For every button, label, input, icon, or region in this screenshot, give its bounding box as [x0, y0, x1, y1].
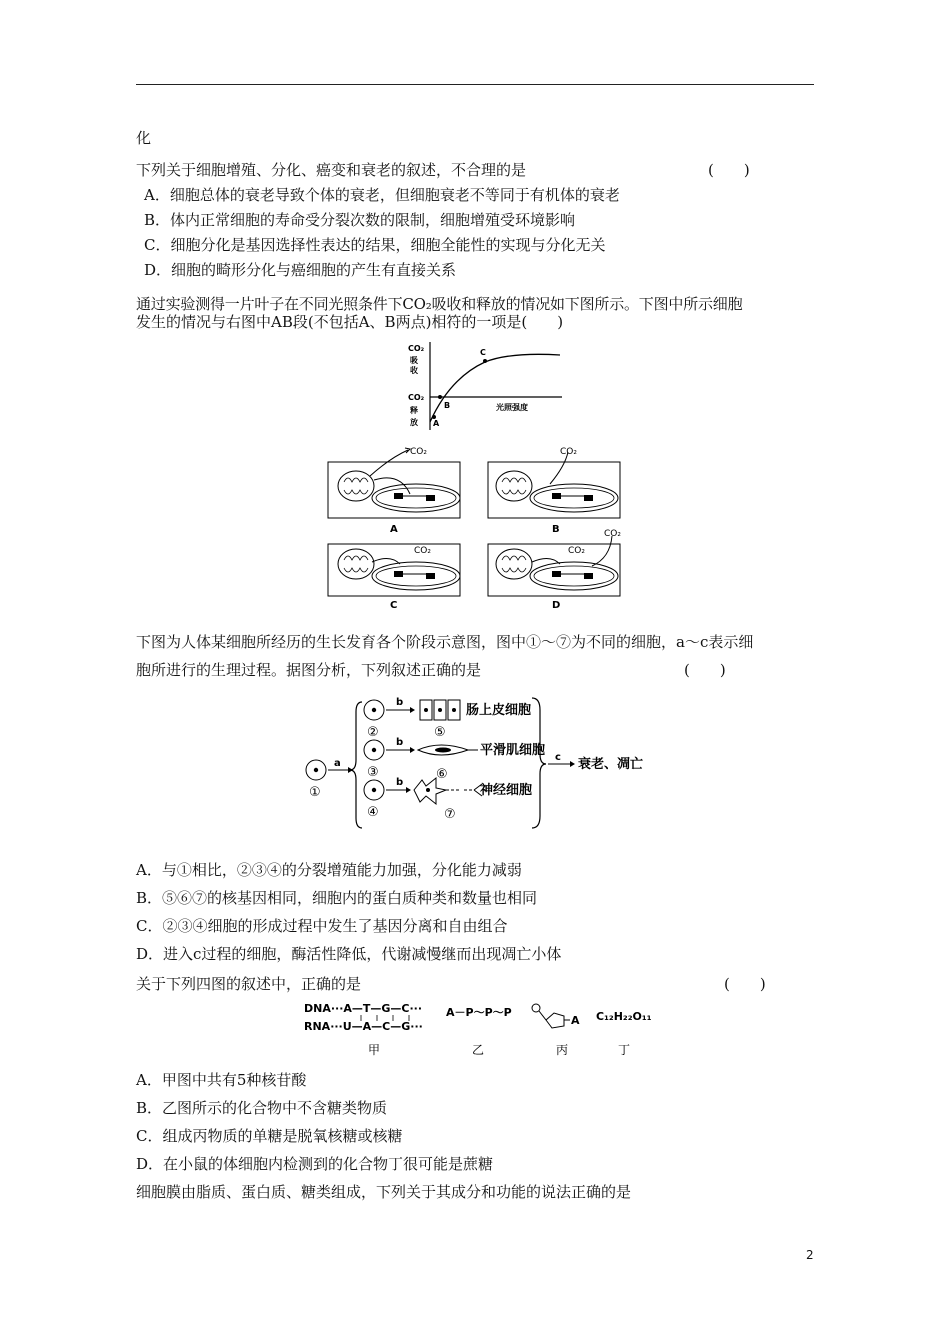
q3-option-b: B．⑤⑥⑦的核基因相同，细胞内的蛋白质种类和数量也相同: [136, 889, 538, 907]
panel-b: [488, 447, 620, 535]
cell-2-label: ②: [367, 725, 379, 740]
q4-option-d: D．在小鼠的体细胞内检测到的化合物丁很可能是蔗糖: [136, 1155, 494, 1173]
label-ding: 丁: [618, 1043, 631, 1057]
q3-option-c: C．②③④细胞的形成过程中发生了基因分离和自由组合: [136, 917, 508, 935]
point-c-marker: [483, 359, 487, 363]
sucrose-formula: C₁₂H₂₂O₁₁: [596, 1010, 652, 1023]
q3-option-a: A．与①相比，②③④的分裂增殖能力加强，分化能力减弱: [136, 861, 522, 879]
type6-label: 平滑肌细胞: [480, 743, 546, 758]
cell-4-label: ④: [367, 805, 379, 820]
q3-answer-paren: ( ): [684, 661, 726, 679]
q1-answer-paren: ( ): [708, 161, 750, 179]
q3-option-d: D．进入c过程的细胞，酶活性降低，代谢减慢继而出现凋亡小体: [136, 945, 562, 963]
panel-b-co2: CO₂: [560, 447, 577, 457]
q5-stem: 细胞膜由脂质、蛋白质、糖类组成，下列关于其成分和功能的说法正确的是: [136, 1183, 632, 1201]
type5-label: 肠上皮细胞: [466, 703, 532, 718]
q1-option-a: A．细胞总体的衰老导致个体的衰老，但细胞衰老不等同于有机体的衰老: [144, 186, 620, 204]
graph-curve: [430, 354, 560, 422]
y-bottom-label3: 放: [410, 418, 418, 427]
rna-strand: RNA···U—A—C—G···: [304, 1020, 423, 1033]
cell-1-label: ①: [309, 785, 321, 800]
label-jia: 甲: [368, 1043, 381, 1057]
y-top-label3: 收: [410, 366, 418, 375]
point-b-label: B: [444, 401, 451, 410]
cell-7-label: ⑦: [444, 807, 456, 822]
cell-5-label: ⑤: [434, 725, 446, 740]
point-c-label: C: [480, 348, 486, 357]
outcome-label: 衰老、凋亡: [578, 757, 644, 772]
q4-option-b: B．乙图所示的化合物中不含糖类物质: [136, 1099, 388, 1117]
y-bottom-label2: 释: [410, 406, 418, 415]
panel-c-label: C: [390, 600, 398, 611]
panel-a: [328, 447, 460, 535]
proc-b-label-3: b: [396, 777, 404, 788]
q2-stem-line1: 通过实验测得一片叶子在不同光照条件下CO₂吸收和释放的情况如下图所示。下图中所示细胞: [136, 295, 743, 313]
cell-6-label: ⑥: [436, 767, 448, 782]
cell-3-label: ③: [367, 765, 379, 780]
dna-strand: DNA···A—T—G—C···: [304, 1002, 423, 1015]
header-fragment: 化: [136, 129, 152, 147]
panel-a-label: A: [390, 524, 398, 535]
cell-development-diagram: [300, 692, 650, 832]
q1-option-c: C．细胞分化是基因选择性表达的结果，细胞全能性的实现与分化无关: [144, 236, 606, 254]
cell-panels: [320, 440, 640, 614]
point-a-label: A: [433, 419, 440, 428]
panel-c: [328, 544, 460, 611]
q2-stem-line2: 发生的情况与右图中AB段(不包括A、B两点)相符的一项是( ): [136, 313, 564, 331]
four-compound-figures: [300, 998, 660, 1062]
q1-option-b: B．体内正常细胞的寿命受分裂次数的限制，细胞增殖受环境影响: [144, 211, 576, 229]
q1-stem: 下列关于细胞增殖、分化、癌变和衰老的叙述，不合理的是: [136, 161, 527, 179]
q3-stem-line2: 胞所进行的生理过程。据图分析，下列叙述正确的是: [136, 661, 482, 679]
page-number: 2: [806, 1248, 814, 1262]
panel-d-label: D: [552, 600, 561, 611]
proc-b-label-1: b: [396, 697, 404, 708]
x-axis-label: 光照强度: [496, 403, 528, 412]
panel-d-co2-extra: CO₂: [604, 529, 621, 539]
nucleotide-structure: [532, 1004, 580, 1028]
panel-d: [488, 529, 621, 611]
q3-stem-line1: 下图为人体某细胞所经历的生长发育各个阶段示意图，图中①～⑦为不同的细胞，a～c表示细: [136, 633, 754, 651]
panel-c-co2: CO₂: [414, 546, 431, 556]
q1-option-d: D．细胞的畸形分化与癌细胞的产生有直接关系: [144, 261, 457, 279]
panel-a-co2: CO₂: [410, 447, 427, 457]
type7-label: 神经细胞: [480, 783, 533, 798]
panel-d-co2: CO₂: [568, 546, 585, 556]
proc-b-label-2: b: [396, 737, 404, 748]
epithelial-cells: [420, 700, 460, 720]
y-top-label2: 吸: [410, 356, 418, 365]
y-bottom-label: CO₂: [408, 393, 425, 402]
q4-answer-paren: ( ): [724, 975, 766, 993]
q4-stem: 关于下列四图的叙述中，正确的是: [136, 975, 362, 993]
proc-c-label: c: [555, 752, 561, 763]
atp-structure: A－P～P～P: [446, 1006, 512, 1019]
label-bing: 丙: [556, 1043, 569, 1057]
panel-b-label: B: [552, 524, 560, 535]
header-rule: [136, 84, 814, 85]
bing-base: A: [571, 1014, 580, 1027]
point-b-marker: [438, 395, 442, 399]
co2-light-graph: [400, 338, 570, 434]
label-yi: 乙: [472, 1043, 485, 1057]
y-top-label: CO₂: [408, 344, 425, 353]
q4-option-c: C．组成丙物质的单糖是脱氧核糖或核糖: [136, 1127, 403, 1145]
proc-a-label: a: [334, 758, 341, 769]
q4-option-a: A．甲图中共有5种核苷酸: [136, 1071, 307, 1089]
